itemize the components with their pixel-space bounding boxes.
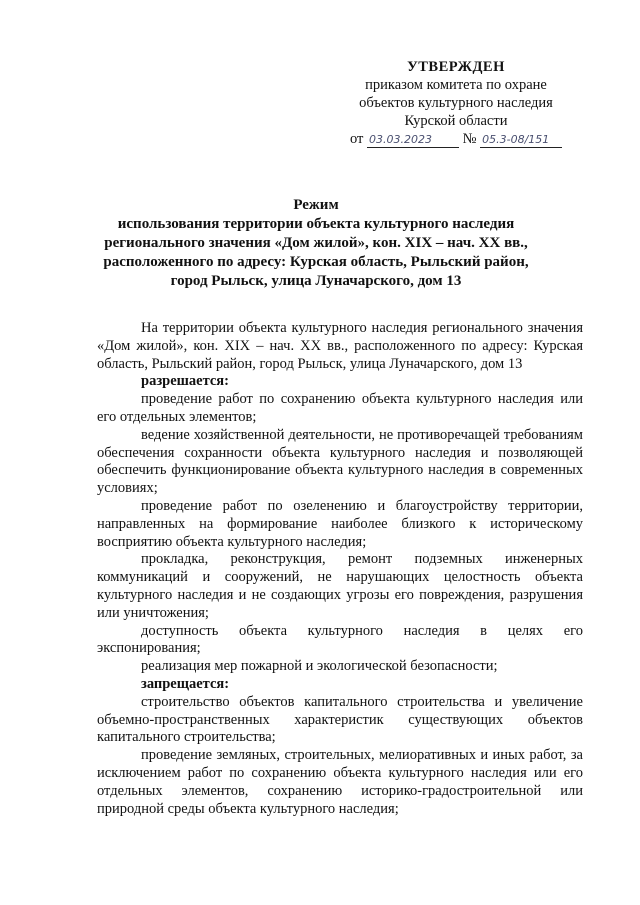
handwritten-date: 03.03.2023 [367, 133, 459, 148]
title-line-3: регионального значения «Дом жилой», кон. XIX – нач. XX вв., [104, 235, 528, 251]
section-heading: разрешается: [141, 373, 229, 390]
approval-line-2: объектов культурного наследия [359, 95, 553, 111]
number-prefix: № [462, 131, 477, 147]
title-line-4: расположенного по адресу: Курская область, Рыльский район, [103, 254, 529, 270]
approval-line-3: Курской области [404, 113, 508, 129]
title-line-5: город Рыльск, улица Луначарского, дом 13 [170, 273, 462, 289]
body-paragraph: реализация мер пожарной и экологической безопасности; [141, 658, 498, 675]
approval-title: УТВЕРЖДЕН [407, 59, 505, 75]
body-paragraph: ведение хозяйственной деятельности, не противоречащей требованиям обеспечения сохранности объекта культурного наследия и позволяющей обеспечить функционирование объекта культурного наследия в современных условиях; [97, 426, 583, 497]
document-body [97, 320, 583, 818]
body-paragraph: проведение работ по озеленению и благоустройству территории, направленных на формирование наиболее близкого к историческому восприятию объекта культурного наследия; [97, 497, 583, 550]
approval-stamp [336, 58, 576, 148]
approval-line-1: приказом комитета по охране [365, 77, 547, 93]
body-paragraph: строительство объектов капитального строительства и увеличение объемно-пространственных характеристик существующих объектов капитального строительства; [97, 693, 583, 746]
body-paragraph: проведение земляных, строительных, мелиоративных и иных работ, за исключением работ по сохранению объекта культурного наследия или его отдельных элементов, сохранению историко-градостроительной или природной среды объекта культурного наследия; [97, 747, 583, 817]
body-paragraph: доступность объекта культурного наследия в целях его экспонирования; [97, 622, 583, 657]
document-title [96, 196, 536, 291]
body-paragraph: На территории объекта культурного наследия регионального значения «Дом жилой», кон. XIX – нач. XX вв., расположенного по адресу: Курская область, Рыльский район, город Рыльск, улица Луначарского, дом 13 [97, 320, 583, 372]
section-heading: запрещается: [141, 675, 230, 692]
date-prefix: от [350, 131, 364, 147]
approval-date-line [336, 130, 576, 148]
body-paragraph: проведение работ по сохранению объекта культурного наследия или его отдельных элементов; [97, 391, 583, 425]
title-line-1: Режим [293, 197, 339, 213]
title-line-2: использования территории объекта культурного наследия [117, 216, 515, 232]
handwritten-order-number: 05.3-08/151 [480, 133, 562, 148]
body-paragraph: прокладка, реконструкция, ремонт подземных инженерных коммуникаций и сооружений, не нарушающих целостность объекта культурного наследия и не создающих угрозы его повреждения, разрушения или уничтожения; [97, 551, 583, 621]
